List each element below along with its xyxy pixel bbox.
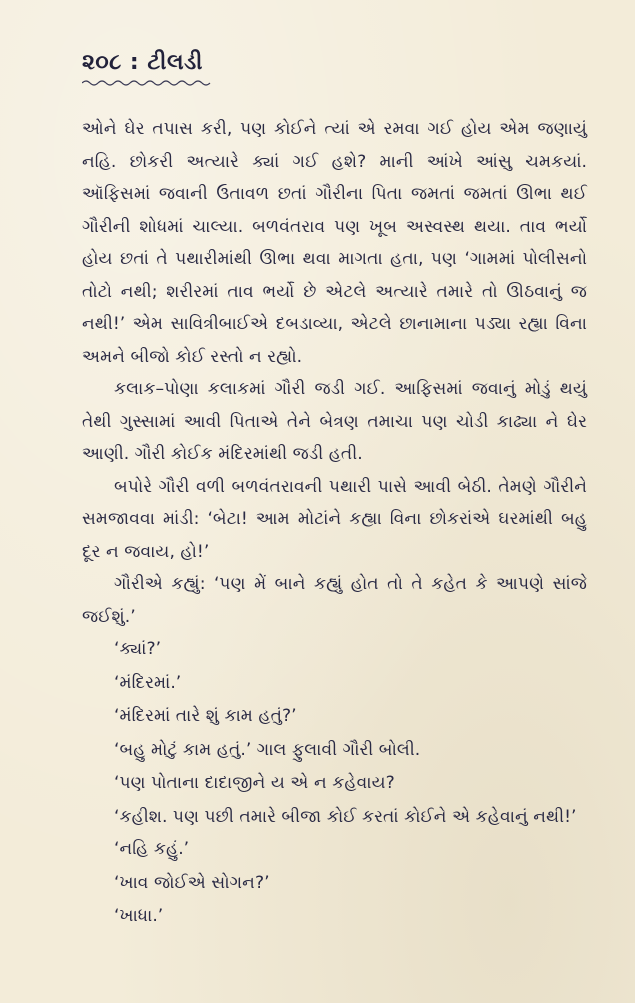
dialogue-line: ‘કહીશ. પણ પછી તમારે બીજા કોઈ કરતાં કોઈને એ કહેવાનું નથી!’ bbox=[114, 806, 577, 827]
dialogue-line: ‘ખાધા.’ bbox=[114, 906, 164, 926]
dialogue-line: ‘નહિ કહું.’ bbox=[114, 839, 190, 859]
dialogue-line: ‘ક્યાં?’ bbox=[114, 639, 162, 659]
page-body bbox=[82, 113, 587, 934]
header-underline bbox=[82, 79, 212, 87]
page-header: ૨૦૮ : ટીલડી bbox=[82, 50, 203, 75]
paragraph-1: ઓને ઘેર તપાસ કરી, પણ કોઈને ત્યાં એ રમવા ગઈ હોય એમ જણાયું નહિ. છોકરી અત્યારે ક્યાં ગઈ હશે? માની આંખે આંસુ ચમકયાં. ઑફિસમાં જવાની ઉતાવળ છતાં ગૌરીના પિતા જમતાં જમતાં ઊભા થઈ ગૌરીની શોધમાં ચાલ્યા. બળવંતરાવ પણ ખૂબ અસ્વસ્થ થયા. તાવ ભર્યો હોય છતાં તે પથારીમાંથી ઊભા થવા માગતા હતા, પણ ‘ગામમાં પોલીસનો તોટો નથી; શરીરમાં તાવ ભર્યો છે એટલે અત્યારે તમારે તો ઊઠવાનું જ નથી!’ એમ સાવિત્રીબાઈએ દબડાવ્યા, એટલે છાનામાના પડ્યા રહ્યા વિના અમને બીજો કોઈ રસ્તો ન રહ્યો. bbox=[82, 119, 587, 367]
paragraph-3: બપોરે ગૌરી વળી બળવંતરાવની પથારી પાસે આવી બેઠી. તેમણે ગૌરીને સમજાવવા માંડી: ‘બેટા! આમ મોટાંને કહ્યા વિના છોકરાંએ ઘરમાંથી બહુ દૂર ન જવાય, હો!’ bbox=[82, 476, 587, 562]
dialogue-line: ‘પણ પોતાના દાદાજીને ય એ ન કહેવાય? bbox=[114, 773, 395, 793]
dialogue-line: ‘મંદિરમાં.’ bbox=[114, 672, 182, 693]
dialogue-line: ‘બહુ મોટું કામ હતું.’ ગાલ ફુલાવી ગૌરી બોલી. bbox=[114, 739, 421, 760]
paragraph-4: ગૌરીએ કહ્યું: ‘પણ મેં બાને કહ્યું હોત તો તે કહેત કે આપણે સાંજે જઈશું.’ bbox=[82, 574, 587, 627]
dialogue-line: ‘મંદિરમાં તારે શું કામ હતું?’ bbox=[114, 706, 297, 726]
paragraph-2: કલાક–પોણા કલાકમાં ગૌરી જડી ગઈ. આફિસમાં જવાનું મોડું થયું તેથી ગુસ્સામાં આવી પિતાએ તેને બેત્રણ તમાચા પણ ચોડી કાઢ્યા ને ઘેર આણી. ગૌરી કોઈક મંદિરમાંથી જડી હતી. bbox=[82, 379, 587, 464]
dialogue-line: ‘ખાવ જોઈએ સોગન?’ bbox=[114, 872, 270, 893]
